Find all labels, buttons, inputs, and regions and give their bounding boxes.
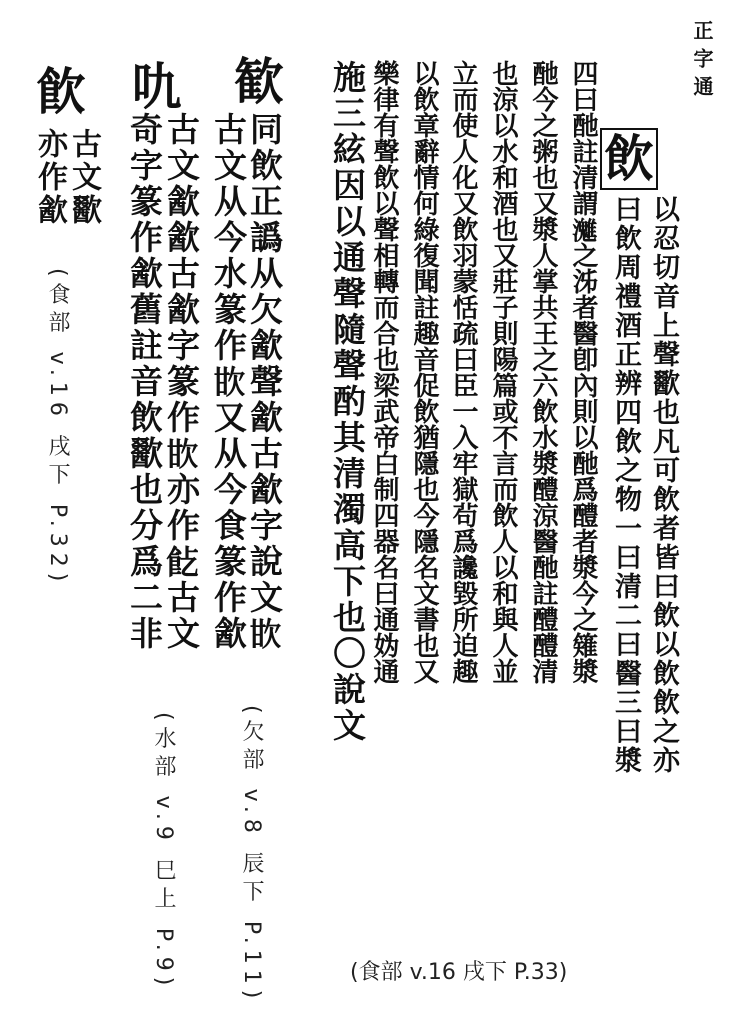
entry-yin-variant-column-2: 亦作㱃	[32, 128, 67, 227]
entry-yin-variant-column-1: 古文歠	[66, 128, 101, 227]
entry-headword-yin-variant: 飮	[28, 65, 87, 115]
entry-headword-kan: 歓	[226, 55, 285, 105]
main-entry-column-8: 樂律有聲飲以聲相轉而合也梁武帝白制四器名曰通妫通	[369, 60, 399, 684]
main-headword: 飲	[596, 132, 655, 182]
main-entry-column-4: 酏今之粥也又漿人掌共王之六飲水漿醴涼醫酏註醴醴清	[528, 60, 558, 684]
entry-kan-reference-note: (欠部 v.8 辰下 P.11)	[239, 705, 264, 1005]
entry-yin-reference-note: (水部 v.9 巳上 P.9)	[151, 712, 176, 992]
entry-kan-column-2: 古文从今水篆作𣢟又从今食篆作㱃	[209, 112, 248, 652]
main-entry-reference-note: (食部 v.16 戌下 P.33)	[350, 960, 568, 985]
entry-headword-yin: 㕤	[124, 60, 183, 110]
entry-yin-column-2: 奇字篆作㱃舊註音飲歠也分爲二非	[125, 112, 164, 652]
main-entry-column-3: 四曰酏註清謂𤄛之泲者醫卽內則以酏爲醴者漿今之䉜漿	[568, 60, 598, 684]
entry-yin-column-1: 古文㱃㱃古㱃字篆作𣢟亦作𩚋古文	[162, 112, 201, 652]
entry-kan-column-1: 同飲正譌从欠㱃聲㱃古㱃字說文𣢟	[245, 112, 284, 652]
main-entry-column-5: 也涼以水和酒也又莊子則陽篇或不言而飲人以和與人並	[488, 60, 518, 684]
main-entry-column-6: 立而使人化又飲羽蒙恬疏曰臣一入牢獄茍爲讒毀所迫趣	[448, 60, 478, 684]
main-entry-column-7: 以飲章辭情何綠復聞註趣音促飲猶隱也今隱名文書也又	[409, 60, 439, 684]
book-title: 正字通	[690, 20, 714, 104]
entry-yin-variant-reference-note: (食部 v.16 戌下 P.32)	[45, 268, 70, 588]
main-entry-column-9: 施三絃因以通聲隨聲酌其清濁高下也〇說文	[328, 60, 367, 744]
main-entry-column-2: 曰飲周禮酒正辨四飲之物一曰清二曰醫三曰漿	[610, 195, 641, 775]
main-entry-column-1: 以忍切音上聲歠也凡可飲者皆曰飲以飲飲之亦	[648, 195, 679, 775]
